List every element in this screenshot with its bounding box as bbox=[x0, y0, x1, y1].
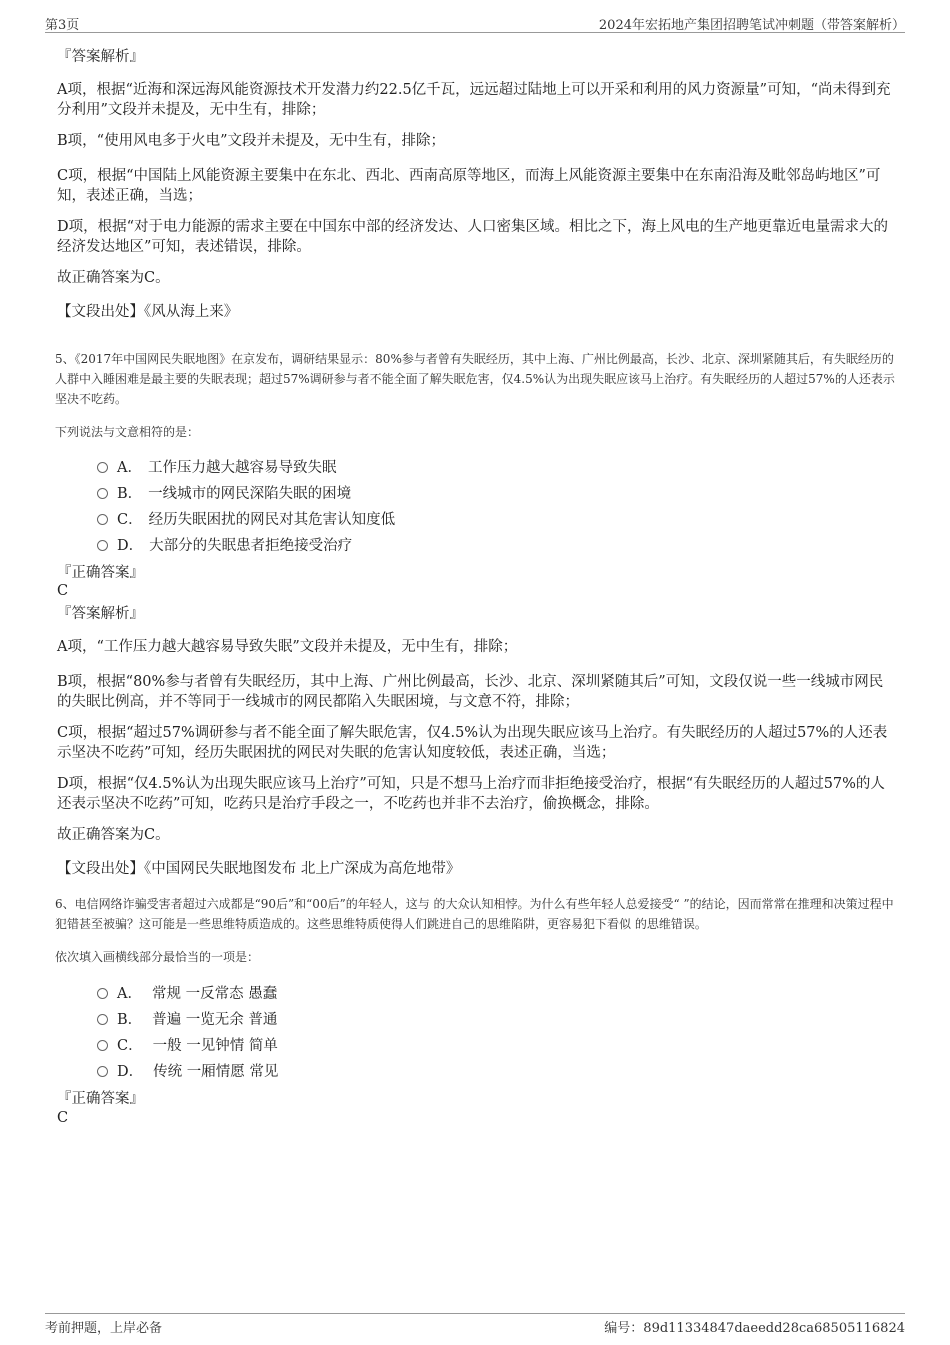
radio-button[interactable] bbox=[97, 488, 108, 499]
source-citation: 【文段出处】《风从海上来》 bbox=[57, 304, 239, 320]
correct-answer: C bbox=[57, 1110, 69, 1126]
radio-button[interactable] bbox=[97, 1066, 108, 1077]
analysis-option-b: B项，根据“80%参与者曾有失眠经历，其中上海、广州比例最高，长沙、北京、深圳紧随其后”可知，文段仅说一些一线城市网民的失眠比例高，并不等同于一线城市的网民都陷入失眠困境，与文意不符，排除； bbox=[57, 674, 884, 710]
question-6-prompt: 依次填入画横线部分最恰当的一项是： bbox=[55, 950, 260, 964]
page-header bbox=[45, 12, 905, 33]
analysis-option-d: D项，根据“对于电力能源的需求主要在中国东中部的经济发达、人口密集区域。相比之下，海上风电的生产地更靠近电量需求大的经济发达地区”可知，表述错误，排除。 bbox=[57, 219, 889, 255]
radio-button[interactable] bbox=[97, 988, 108, 999]
analysis-label: 『答案解析』 bbox=[57, 49, 144, 65]
correct-answer: C bbox=[57, 583, 69, 599]
radio-button[interactable] bbox=[97, 1014, 108, 1025]
question-6-option-a[interactable]: A． 常规 一反常态 愚蠢 bbox=[97, 984, 277, 1004]
question-5-option-a[interactable]: A． 工作压力越大越容易导致失眠 bbox=[97, 458, 336, 478]
correct-answer-label: 『正确答案』 bbox=[57, 565, 144, 581]
analysis-option-d: D项，根据“仅4.5%认为出现失眠应该马上治疗”可知，只是不想马上治疗而非拒绝接受治疗，根据“有失眠经历的人超过57%的人还表示坚决不吃药”可知，吃药只是治疗手段之一，不吃药也并非不去治疗，偷换概念，排除。 bbox=[57, 776, 885, 812]
question-5-option-b[interactable]: B． 一线城市的网民深陷失眠的困境 bbox=[97, 484, 351, 504]
question-5-prompt: 下列说法与文意相符的是： bbox=[55, 425, 200, 439]
page-footer bbox=[45, 1313, 905, 1334]
analysis-option-a: A项，根据“近海和深远海风能资源技术开发潜力约22.5亿千瓦，远远超过陆地上可以开采和利用的风力资源量”可知，“尚未得到充分利用”文段并未提及，无中生有，排除； bbox=[57, 82, 891, 118]
analysis-label: 『答案解析』 bbox=[57, 606, 144, 622]
page-number: 第3页 bbox=[45, 18, 80, 33]
question-6-option-d[interactable]: D． 传统 一厢情愿 常见 bbox=[97, 1062, 278, 1082]
radio-button[interactable] bbox=[97, 540, 108, 551]
radio-button[interactable] bbox=[97, 462, 108, 473]
analysis-option-c: C项，根据“超过57%调研参与者不能全面了解失眠危害，仅4.5%认为出现失眠应该马上治疗。有失眠经历的人超过57%的人还表示坚决不吃药”可知，经历失眠困扰的网民对失眠的危害认知度较低，表述正确，当选； bbox=[57, 725, 888, 761]
question-5-option-c[interactable]: C． 经历失眠困扰的网民对其危害认知度低 bbox=[97, 510, 395, 530]
footer-slogan: 考前押题，上岸必备 bbox=[45, 1321, 163, 1336]
question-6-option-c[interactable]: C． 一般 一见钟情 简单 bbox=[97, 1036, 278, 1056]
question-5-option-d[interactable]: D． 大部分的失眠患者拒绝接受治疗 bbox=[97, 536, 352, 556]
analysis-option-c: C项，根据“中国陆上风能资源主要集中在东北、西北、西南高原等地区，而海上风能资源主要集中在东南沿海及毗邻岛屿地区”可知，表述正确，当选； bbox=[57, 168, 881, 204]
radio-button[interactable] bbox=[97, 514, 108, 525]
question-5-passage: 5、《2017年中国网民失眠地图》在京发布，调研结果显示：80%参与者曾有失眠经历，其中上海、广州比例最高，长沙、北京、深圳紧随其后，有失眠经历的人群中入睡困难是最主要的失眠表现；超过57%调研参与者不能全面了解失眠危害，仅4.5%认为出现失眠应该马上治疗。有失眠经历的人超过57%的人还表示坚决不吃药。 bbox=[55, 352, 895, 406]
correct-answer-label: 『正确答案』 bbox=[57, 1091, 144, 1107]
source-citation: 【文段出处】《中国网民失眠地图发布 北上广深成为高危地带》 bbox=[57, 861, 461, 877]
document-code: 编号：89d11334847daeedd28ca68505116824 bbox=[604, 1321, 905, 1336]
radio-button[interactable] bbox=[97, 1040, 108, 1051]
answer-conclusion: 故正确答案为C。 bbox=[57, 270, 170, 286]
question-6-passage: 6、电信网络诈骗受害者超过六成都是“90后”和“00后”的年轻人，这与 的大众认知相悖。为什么有些年轻人总爱接受“ ”的结论，因而常常在推理和决策过程中犯错甚至被骗？这可能是一些思维特质造成的。这些思维特质使得人们跳进自己的思维陷阱，更容易犯下看似 的思维错误。 bbox=[55, 897, 894, 931]
document-title: 2024年宏拓地产集团招聘笔试冲刺题（带答案解析） bbox=[598, 18, 905, 33]
analysis-option-a: A项，“工作压力越大越容易导致失眠”文段并未提及，无中生有，排除； bbox=[57, 639, 518, 655]
question-6-option-b[interactable]: B． 普遍 一览无余 普通 bbox=[97, 1010, 277, 1030]
answer-conclusion: 故正确答案为C。 bbox=[57, 827, 170, 843]
analysis-option-b: B项，“使用风电多于火电”文段并未提及，无中生有，排除； bbox=[57, 133, 445, 149]
